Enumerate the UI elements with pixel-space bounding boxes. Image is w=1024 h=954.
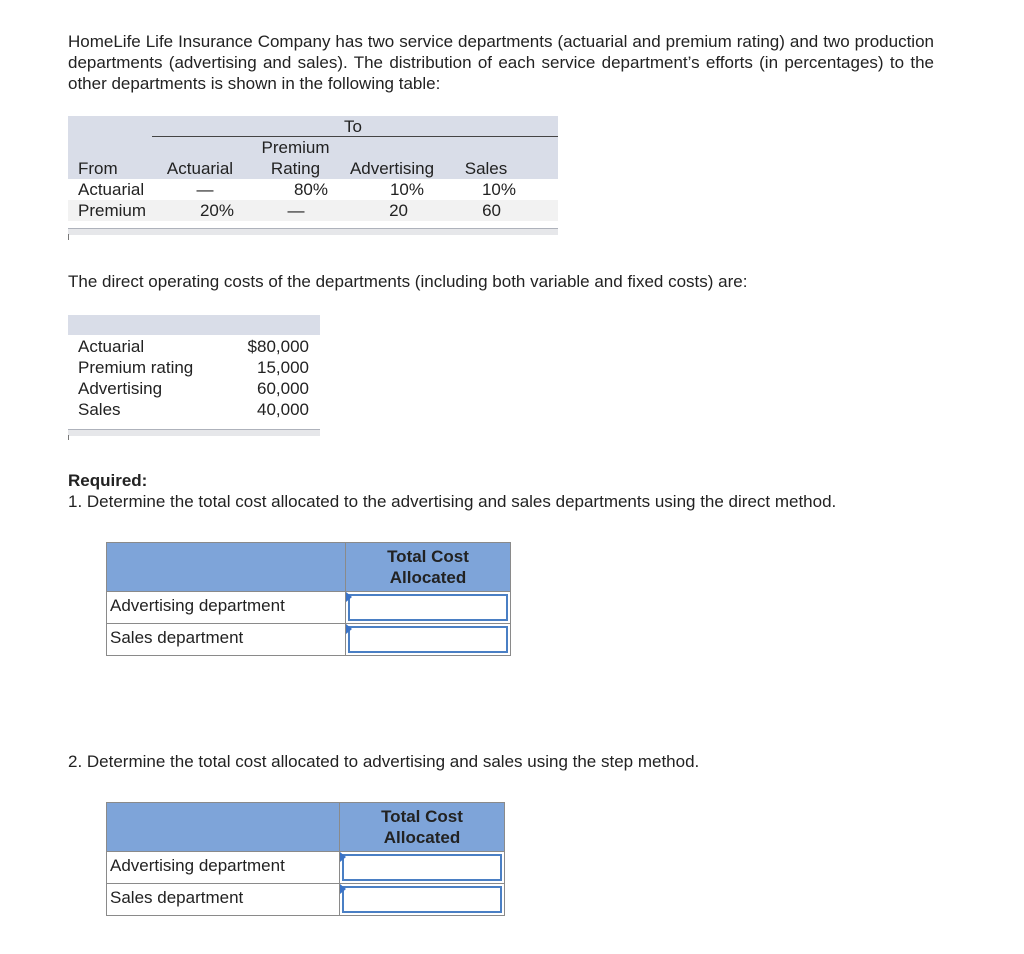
input-marker-icon xyxy=(340,884,346,894)
cost-value-sales: 40,000 xyxy=(257,400,309,419)
col-actuarial: Actuarial xyxy=(166,159,234,178)
answer-table-step-method xyxy=(106,802,505,916)
from-header: From xyxy=(78,159,118,178)
question-2: 2. Determine the total cost allocated to advertising and sales using the step method. xyxy=(68,752,700,771)
advertising-direct-input[interactable] xyxy=(345,591,511,624)
answer-table-direct-method xyxy=(106,542,511,656)
row-label-advertising-dept: Advertising department xyxy=(106,591,346,624)
cell-actuarial-sales: 10% xyxy=(481,180,516,199)
row-label-premium: Premium xyxy=(78,201,147,220)
problem-intro xyxy=(68,31,934,94)
total-cost-header: Total Cost Allocated xyxy=(345,542,511,592)
col-sales: Sales xyxy=(464,159,508,178)
cell-premium-sales: 60 xyxy=(482,201,501,220)
cost-label-sales: Sales xyxy=(78,400,121,419)
required-section xyxy=(68,470,836,512)
cell-actuarial-actuarial: — xyxy=(196,180,214,199)
row-label-advertising-dept: Advertising department xyxy=(106,851,340,884)
to-header: To xyxy=(344,117,362,136)
costs-table xyxy=(68,315,322,439)
cost-label-actuarial: Actuarial xyxy=(78,337,145,356)
row-label-sales-dept: Sales department xyxy=(106,883,340,916)
direct-costs-text: The direct operating costs of the departments (including both variable and fixed costs) are: xyxy=(68,272,748,291)
cell-actuarial-premium: 80% xyxy=(293,180,328,199)
intro-paragraph: HomeLife Life Insurance Company has two service departments (actuarial and premium rating) and two production departments (advertising and sales). The distribution of each service department’s efforts (in percentages) to the other departments is shown in the following table: xyxy=(68,32,934,93)
row-label-sales-dept: Sales department xyxy=(106,623,346,656)
sales-step-input[interactable] xyxy=(339,883,505,916)
cost-label-premium-rating: Premium rating xyxy=(78,358,194,377)
cost-value-advertising: 60,000 xyxy=(257,379,309,398)
input-marker-icon xyxy=(346,624,352,634)
cell-premium-advertising: 20 xyxy=(389,201,408,220)
cost-label-advertising: Advertising xyxy=(78,379,163,398)
col-advertising: Advertising xyxy=(349,159,435,178)
sales-direct-input[interactable] xyxy=(345,623,511,656)
total-cost-header: Total Cost Allocated xyxy=(339,802,505,852)
distribution-table xyxy=(68,116,558,239)
cell-premium-actuarial: 20% xyxy=(199,201,234,220)
cell-premium-premium: — xyxy=(287,201,305,220)
row-label-actuarial: Actuarial xyxy=(78,180,145,199)
cost-value-premium-rating: 15,000 xyxy=(257,358,309,377)
advertising-step-input[interactable] xyxy=(339,851,505,884)
input-marker-icon xyxy=(346,592,352,602)
cell-actuarial-advertising: 10% xyxy=(389,180,424,199)
col-premium-bottom: Rating xyxy=(270,159,321,178)
question-1: 1. Determine the total cost allocated to the advertising and sales departments using the direct method. xyxy=(68,492,837,511)
input-marker-icon xyxy=(340,852,346,862)
required-heading: Required: xyxy=(68,471,148,490)
col-premium-top: Premium xyxy=(261,138,330,157)
cost-value-actuarial: $80,000 xyxy=(247,337,309,356)
